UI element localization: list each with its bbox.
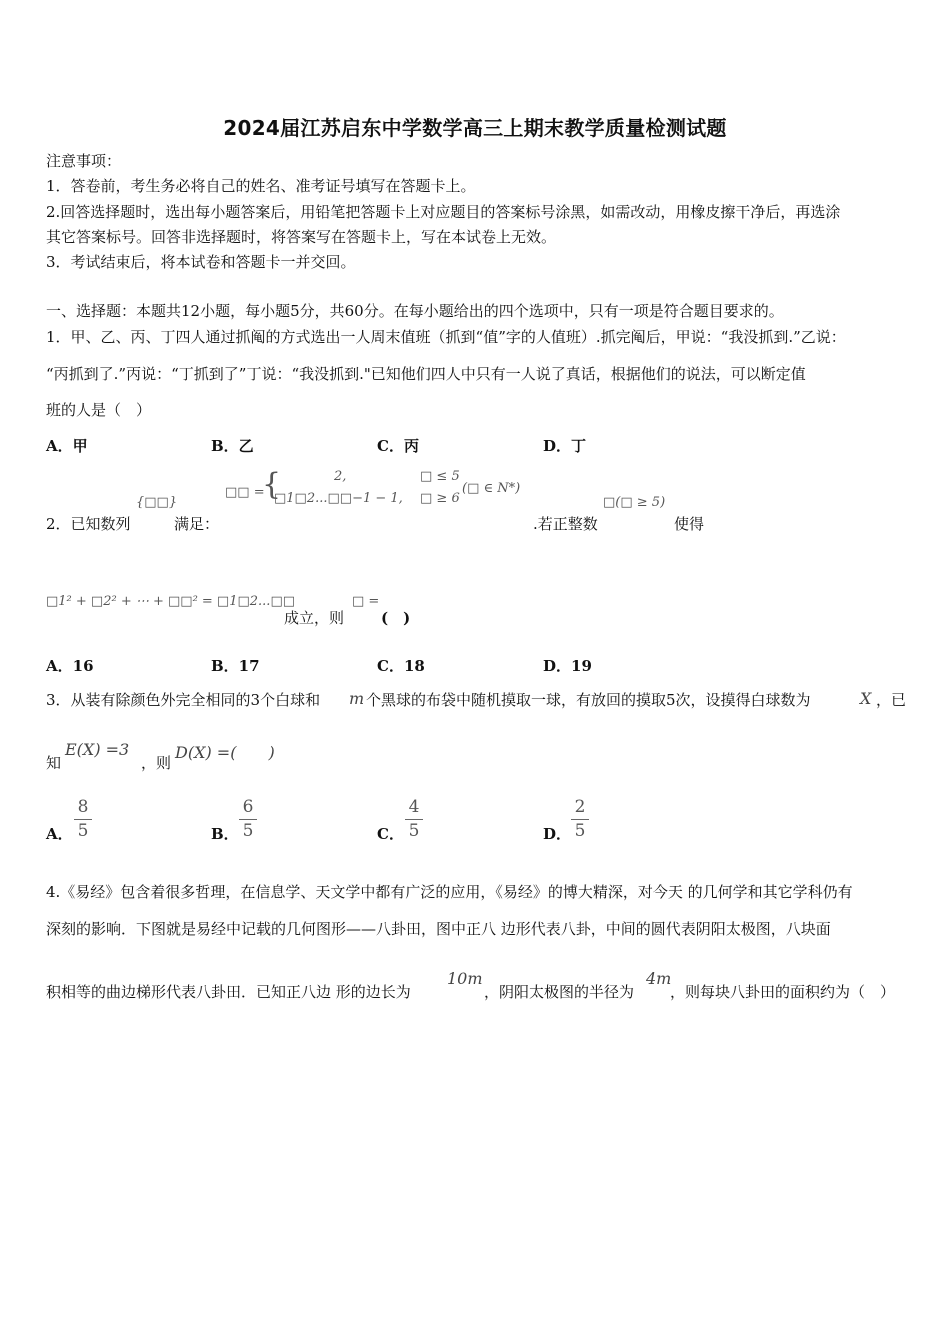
q4-line-3c: ，则每块八卦田的面积约为（ ）	[670, 983, 896, 1001]
q3-option-c-fraction: 4 5	[405, 797, 423, 841]
q3-x-variable: X	[860, 689, 872, 708]
q2-answer-paren: ( )	[381, 609, 411, 627]
q3-zhi: 知	[46, 754, 62, 772]
q2-equation: □1² + □2² + ⋯ + □□² = □1□2...□□	[46, 594, 296, 609]
q3-option-b-fraction: 6 5	[239, 797, 257, 841]
q2-option-a: A．16	[46, 657, 94, 675]
q2-case-1-value: 2,	[334, 469, 347, 484]
page-title: 2024届江苏启东中学数学高三上期末教学质量检测试题	[223, 116, 727, 140]
q1-line-1: 1．甲、乙、丙、丁四人通过抓阄的方式选出一人周末值班（抓到“值”字的人值班）.抓完阄后，甲说：“我没抓到.”乙说：	[46, 328, 846, 346]
q3-line-1c: ，已	[876, 691, 907, 709]
q4-line-2: 深刻的影响．下图就是易经中记载的几何图形——八卦田，图中正八 边形代表八卦，中间的圆代表阴阳太极图，八块面	[46, 920, 831, 938]
q3-line-1b: 个黑球的布袋中随机摸取一球，有放回的摸取5次，设摸得白球数为	[366, 691, 811, 709]
q3-option-c-label: C．	[377, 825, 404, 843]
q2-m-condition: □(□ ≥ 5)	[603, 495, 666, 510]
q2-sequence: {□□}	[136, 495, 178, 510]
q2-mid-text: .若正整数	[533, 515, 598, 533]
q2-case-1-condition: □ ≤ 5	[420, 469, 460, 484]
q2-an-label: □□ =	[225, 485, 265, 500]
q3-option-d-label: D．	[543, 825, 572, 843]
q2-option-c: C．18	[377, 657, 425, 675]
q2-brace-icon: {	[262, 467, 282, 502]
q1-option-d: D．丁	[543, 437, 587, 455]
q2-case-2-condition: □ ≥ 6	[420, 491, 460, 506]
notice-item-3: 3．考试结束后，将本试卷和答题卡一并交回。	[46, 253, 356, 271]
q4-line-3a: 积相等的曲边梯形代表八卦田．已知正八边 形的边长为	[46, 983, 411, 1001]
notice-item-2-line-2: 其它答案标号。回答非选择题时，将答案写在答题卡上，写在本试卷上无效。	[46, 228, 557, 246]
notice-item-2-line-1: 2.回答选择题时，选出每小题答案后，用铅笔把答题卡上对应题目的答案标号涂黑，如需改动，用橡皮擦干净后，再选涂	[46, 203, 841, 221]
notice-item-1: 1．答卷前，考生务必将自己的姓名、准考证号填写在答题卡上。	[46, 177, 476, 195]
q1-line-3: 班的人是（ ）	[46, 401, 152, 419]
q1-line-2: “丙抓到了.”丙说：“丁抓到了”丁说：“我没抓到."已知他们四人中只有一人说了真话，根据他们的说法，可以断定值	[46, 365, 806, 383]
q1-option-b: B．乙	[211, 437, 254, 455]
q3-option-b-label: B．	[211, 825, 239, 843]
q3-option-d-fraction: 2 5	[571, 797, 589, 841]
q1-option-c: C．丙	[377, 437, 419, 455]
q2-holds: 成立，则	[284, 609, 345, 627]
q3-then: ，则	[141, 754, 172, 772]
q2-case-2-value: □1□2...□□−1 − 1,	[274, 491, 403, 506]
q4-radius: 4m	[646, 969, 672, 988]
q3-line-1a: 3．从装有除颜色外完全相同的3个白球和	[46, 691, 321, 709]
section-heading: 一、选择题：本题共12小题，每小题5分，共60分。在每小题给出的四个选项中，只有一项是符合题目要求的。	[46, 302, 784, 320]
q2-prefix: 2．已知数列	[46, 515, 131, 533]
q1-option-a: A．甲	[46, 437, 88, 455]
q2-m-equals: □ =	[352, 594, 380, 609]
q3-variance: D(X) =( )	[175, 743, 275, 762]
q3-m-variable: m	[349, 689, 365, 708]
q4-line-3b: ，阴阳太极图的半径为	[484, 983, 635, 1001]
q3-option-a-fraction: 8 5	[74, 797, 92, 841]
q2-option-b: B．17	[211, 657, 260, 675]
q3-expectation: E(X) =3	[65, 740, 130, 759]
q4-line-1: 4.《易经》包含着很多哲理，在信息学、天文学中都有广泛的应用，《易经》的博大精深，对今天 的几何学和其它学科仍有	[46, 883, 853, 901]
q2-suffix: 使得	[674, 515, 705, 533]
q4-side-length: 10m	[447, 969, 483, 988]
q3-option-a-label: A．	[46, 825, 73, 843]
q2-satisfy: 满足：	[174, 515, 220, 533]
q2-option-d: D．19	[543, 657, 592, 675]
notice-heading: 注意事项：	[46, 152, 122, 170]
q2-domain: (□ ∈ N*)	[462, 481, 521, 496]
